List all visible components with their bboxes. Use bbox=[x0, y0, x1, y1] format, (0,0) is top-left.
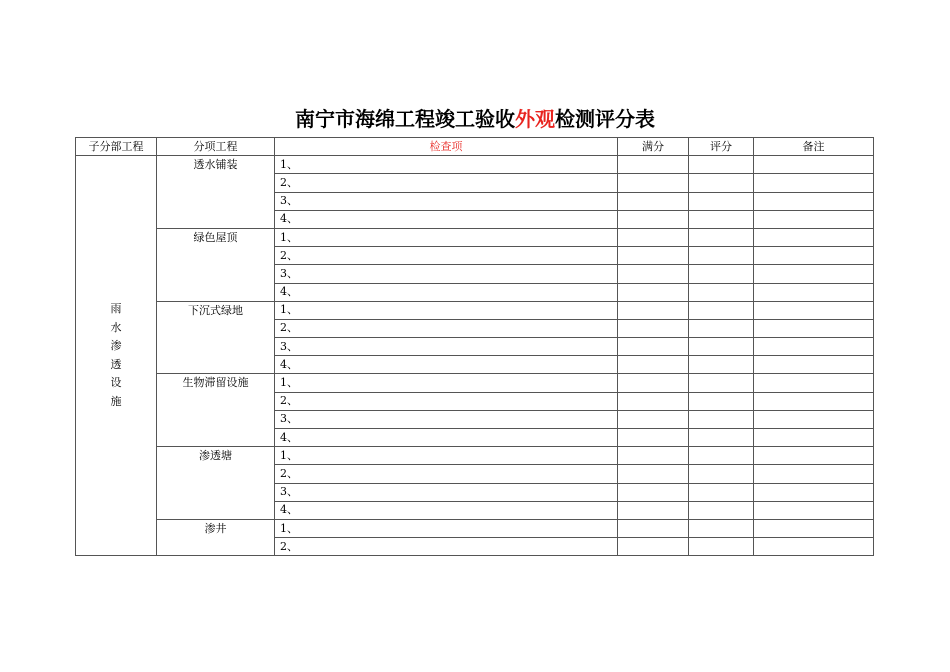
remarks-cell[interactable] bbox=[754, 501, 874, 519]
full-score-cell[interactable] bbox=[618, 410, 689, 428]
sub-project-char: 设 bbox=[110, 376, 122, 390]
check-item-cell[interactable]: 1、 bbox=[275, 374, 618, 392]
score-cell[interactable] bbox=[689, 192, 754, 210]
remarks-cell[interactable] bbox=[754, 356, 874, 374]
sub-project-char: 水 bbox=[110, 320, 122, 334]
remarks-cell[interactable] bbox=[754, 174, 874, 192]
sub-project-char: 雨 bbox=[110, 302, 122, 316]
check-item-cell[interactable]: 4、 bbox=[275, 429, 618, 447]
remarks-cell[interactable] bbox=[754, 192, 874, 210]
remarks-cell[interactable] bbox=[754, 265, 874, 283]
score-cell[interactable] bbox=[689, 538, 754, 556]
header-remarks: 备注 bbox=[754, 138, 874, 156]
item-project-cell: 渗透塘 bbox=[157, 447, 275, 520]
table-row bbox=[76, 301, 874, 319]
sub-project-vertical-text bbox=[109, 300, 123, 411]
remarks-cell[interactable] bbox=[754, 319, 874, 337]
score-cell[interactable] bbox=[689, 483, 754, 501]
item-project-cell: 绿色屋顶 bbox=[157, 228, 275, 301]
full-score-cell[interactable] bbox=[618, 174, 689, 192]
full-score-cell[interactable] bbox=[618, 483, 689, 501]
table-row bbox=[76, 519, 874, 537]
full-score-cell[interactable] bbox=[618, 247, 689, 265]
full-score-cell[interactable] bbox=[618, 319, 689, 337]
remarks-cell[interactable] bbox=[754, 210, 874, 228]
table-header-row bbox=[76, 138, 874, 156]
header-item-project: 分项工程 bbox=[157, 138, 275, 156]
full-score-cell[interactable] bbox=[618, 465, 689, 483]
sub-project-char: 渗 bbox=[110, 339, 122, 353]
remarks-cell[interactable] bbox=[754, 283, 874, 301]
remarks-cell[interactable] bbox=[754, 538, 874, 556]
score-cell[interactable] bbox=[689, 465, 754, 483]
table-body bbox=[76, 156, 874, 556]
score-cell[interactable] bbox=[689, 156, 754, 174]
check-item-cell[interactable]: 2、 bbox=[275, 319, 618, 337]
score-cell[interactable] bbox=[689, 410, 754, 428]
sub-project-cell bbox=[76, 156, 157, 556]
remarks-cell[interactable] bbox=[754, 429, 874, 447]
score-cell[interactable] bbox=[689, 429, 754, 447]
full-score-cell[interactable] bbox=[618, 210, 689, 228]
table-row bbox=[76, 156, 874, 174]
full-score-cell[interactable] bbox=[618, 156, 689, 174]
check-item-cell[interactable]: 1、 bbox=[275, 156, 618, 174]
score-cell[interactable] bbox=[689, 210, 754, 228]
page-title bbox=[0, 104, 950, 134]
full-score-cell[interactable] bbox=[618, 538, 689, 556]
check-item-cell[interactable]: 1、 bbox=[275, 301, 618, 319]
check-item-cell[interactable]: 3、 bbox=[275, 483, 618, 501]
score-cell[interactable] bbox=[689, 301, 754, 319]
check-item-cell[interactable]: 2、 bbox=[275, 174, 618, 192]
sub-project-char: 施 bbox=[110, 394, 122, 408]
header-score: 评分 bbox=[689, 138, 754, 156]
header-full-score: 满分 bbox=[618, 138, 689, 156]
check-item-cell[interactable]: 2、 bbox=[275, 247, 618, 265]
check-item-cell[interactable]: 4、 bbox=[275, 501, 618, 519]
score-cell[interactable] bbox=[689, 356, 754, 374]
table-row bbox=[76, 228, 874, 246]
check-item-cell[interactable]: 2、 bbox=[275, 538, 618, 556]
check-item-cell[interactable]: 4、 bbox=[275, 283, 618, 301]
score-cell[interactable] bbox=[689, 338, 754, 356]
full-score-cell[interactable] bbox=[618, 301, 689, 319]
full-score-cell[interactable] bbox=[618, 374, 689, 392]
check-item-cell[interactable]: 3、 bbox=[275, 265, 618, 283]
full-score-cell[interactable] bbox=[618, 429, 689, 447]
score-cell[interactable] bbox=[689, 247, 754, 265]
check-item-cell[interactable]: 3、 bbox=[275, 410, 618, 428]
check-item-cell[interactable]: 2、 bbox=[275, 392, 618, 410]
item-project-cell: 生物滞留设施 bbox=[157, 374, 275, 447]
table-row bbox=[76, 447, 874, 465]
item-project-cell: 透水铺装 bbox=[157, 156, 275, 229]
remarks-cell[interactable] bbox=[754, 374, 874, 392]
remarks-cell[interactable] bbox=[754, 447, 874, 465]
score-cell[interactable] bbox=[689, 374, 754, 392]
score-table bbox=[75, 137, 874, 556]
remarks-cell[interactable] bbox=[754, 301, 874, 319]
header-sub-project: 子分部工程 bbox=[76, 138, 157, 156]
table-row bbox=[76, 374, 874, 392]
remarks-cell[interactable] bbox=[754, 519, 874, 537]
remarks-cell[interactable] bbox=[754, 338, 874, 356]
title-part3: 检测评分表 bbox=[555, 107, 655, 131]
check-item-cell[interactable]: 1、 bbox=[275, 228, 618, 246]
score-cell[interactable] bbox=[689, 228, 754, 246]
score-cell[interactable] bbox=[689, 265, 754, 283]
remarks-cell[interactable] bbox=[754, 228, 874, 246]
full-score-cell[interactable] bbox=[618, 447, 689, 465]
item-project-cell: 渗井 bbox=[157, 519, 275, 555]
check-item-cell[interactable]: 3、 bbox=[275, 338, 618, 356]
full-score-cell[interactable] bbox=[618, 283, 689, 301]
full-score-cell[interactable] bbox=[618, 265, 689, 283]
full-score-cell[interactable] bbox=[618, 338, 689, 356]
full-score-cell[interactable] bbox=[618, 228, 689, 246]
header-check-items: 检查项 bbox=[275, 138, 618, 156]
remarks-cell[interactable] bbox=[754, 247, 874, 265]
full-score-cell[interactable] bbox=[618, 192, 689, 210]
sub-project-char: 透 bbox=[110, 357, 122, 371]
full-score-cell[interactable] bbox=[618, 519, 689, 537]
check-item-cell[interactable]: 2、 bbox=[275, 465, 618, 483]
full-score-cell[interactable] bbox=[618, 392, 689, 410]
full-score-cell[interactable] bbox=[618, 356, 689, 374]
check-item-cell[interactable]: 3、 bbox=[275, 192, 618, 210]
check-item-cell[interactable]: 1、 bbox=[275, 519, 618, 537]
remarks-cell[interactable] bbox=[754, 483, 874, 501]
remarks-cell[interactable] bbox=[754, 465, 874, 483]
score-cell[interactable] bbox=[689, 519, 754, 537]
score-cell[interactable] bbox=[689, 447, 754, 465]
remarks-cell[interactable] bbox=[754, 156, 874, 174]
full-score-cell[interactable] bbox=[618, 501, 689, 519]
score-cell[interactable] bbox=[689, 174, 754, 192]
score-cell[interactable] bbox=[689, 319, 754, 337]
remarks-cell[interactable] bbox=[754, 392, 874, 410]
score-cell[interactable] bbox=[689, 392, 754, 410]
title-part2-red: 外观 bbox=[515, 107, 555, 131]
check-item-cell[interactable]: 4、 bbox=[275, 210, 618, 228]
score-cell[interactable] bbox=[689, 283, 754, 301]
item-project-cell: 下沉式绿地 bbox=[157, 301, 275, 374]
score-cell[interactable] bbox=[689, 501, 754, 519]
check-item-cell[interactable]: 4、 bbox=[275, 356, 618, 374]
title-part1: 南宁市海绵工程竣工验收 bbox=[295, 107, 515, 131]
remarks-cell[interactable] bbox=[754, 410, 874, 428]
check-item-cell[interactable]: 1、 bbox=[275, 447, 618, 465]
